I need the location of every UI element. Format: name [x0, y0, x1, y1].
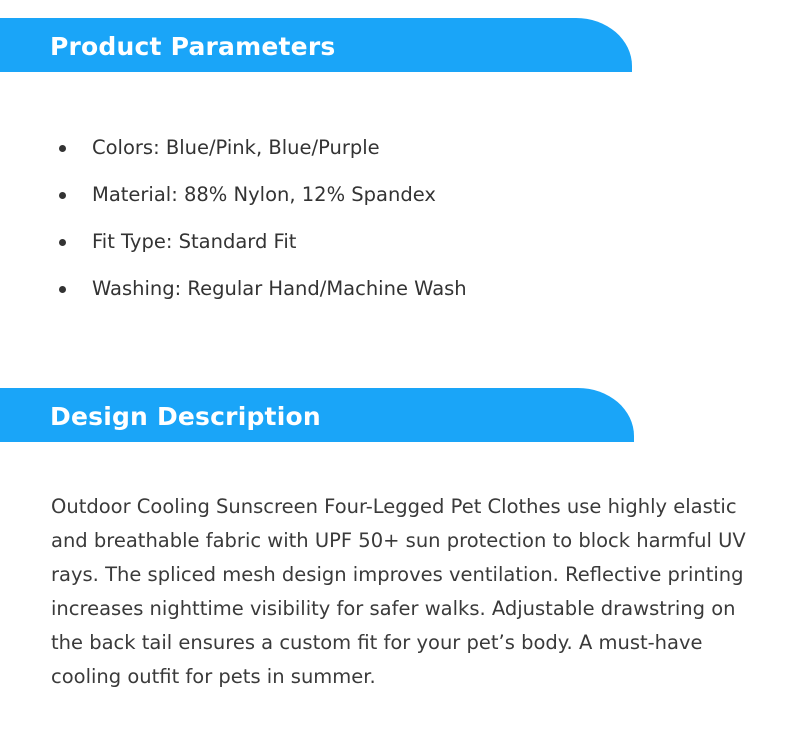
- design-description-title: Design Description: [50, 401, 321, 431]
- design-description-header: [0, 388, 634, 442]
- bullet-icon: [59, 239, 66, 246]
- product-parameters-header: [0, 18, 632, 72]
- product-parameters-title: Product Parameters: [50, 31, 336, 61]
- param-fit-type: Fit Type: Standard Fit: [92, 230, 297, 253]
- param-material: Material: 88% Nylon, 12% Spandex: [92, 183, 436, 206]
- param-colors: Colors: Blue/Pink, Blue/Purple: [92, 136, 380, 159]
- design-description-body: Outdoor Cooling Sunscreen Four-Legged Pet Clothes use highly elastic and breathable fabric with UPF 50+ sun protection to block harmful UV rays. The spliced mesh design improves ventilation. Reflective printing increases nighttime visibility for safer walks. Adjustable drawstring on the back tail ensures a custom fit for your pet’s body. A must-have cooling outfit for pets in summer.: [51, 495, 746, 688]
- bullet-icon: [59, 145, 66, 152]
- bullet-icon: [59, 192, 66, 199]
- bullet-icon: [59, 286, 66, 293]
- param-washing: Washing: Regular Hand/Machine Wash: [92, 277, 467, 300]
